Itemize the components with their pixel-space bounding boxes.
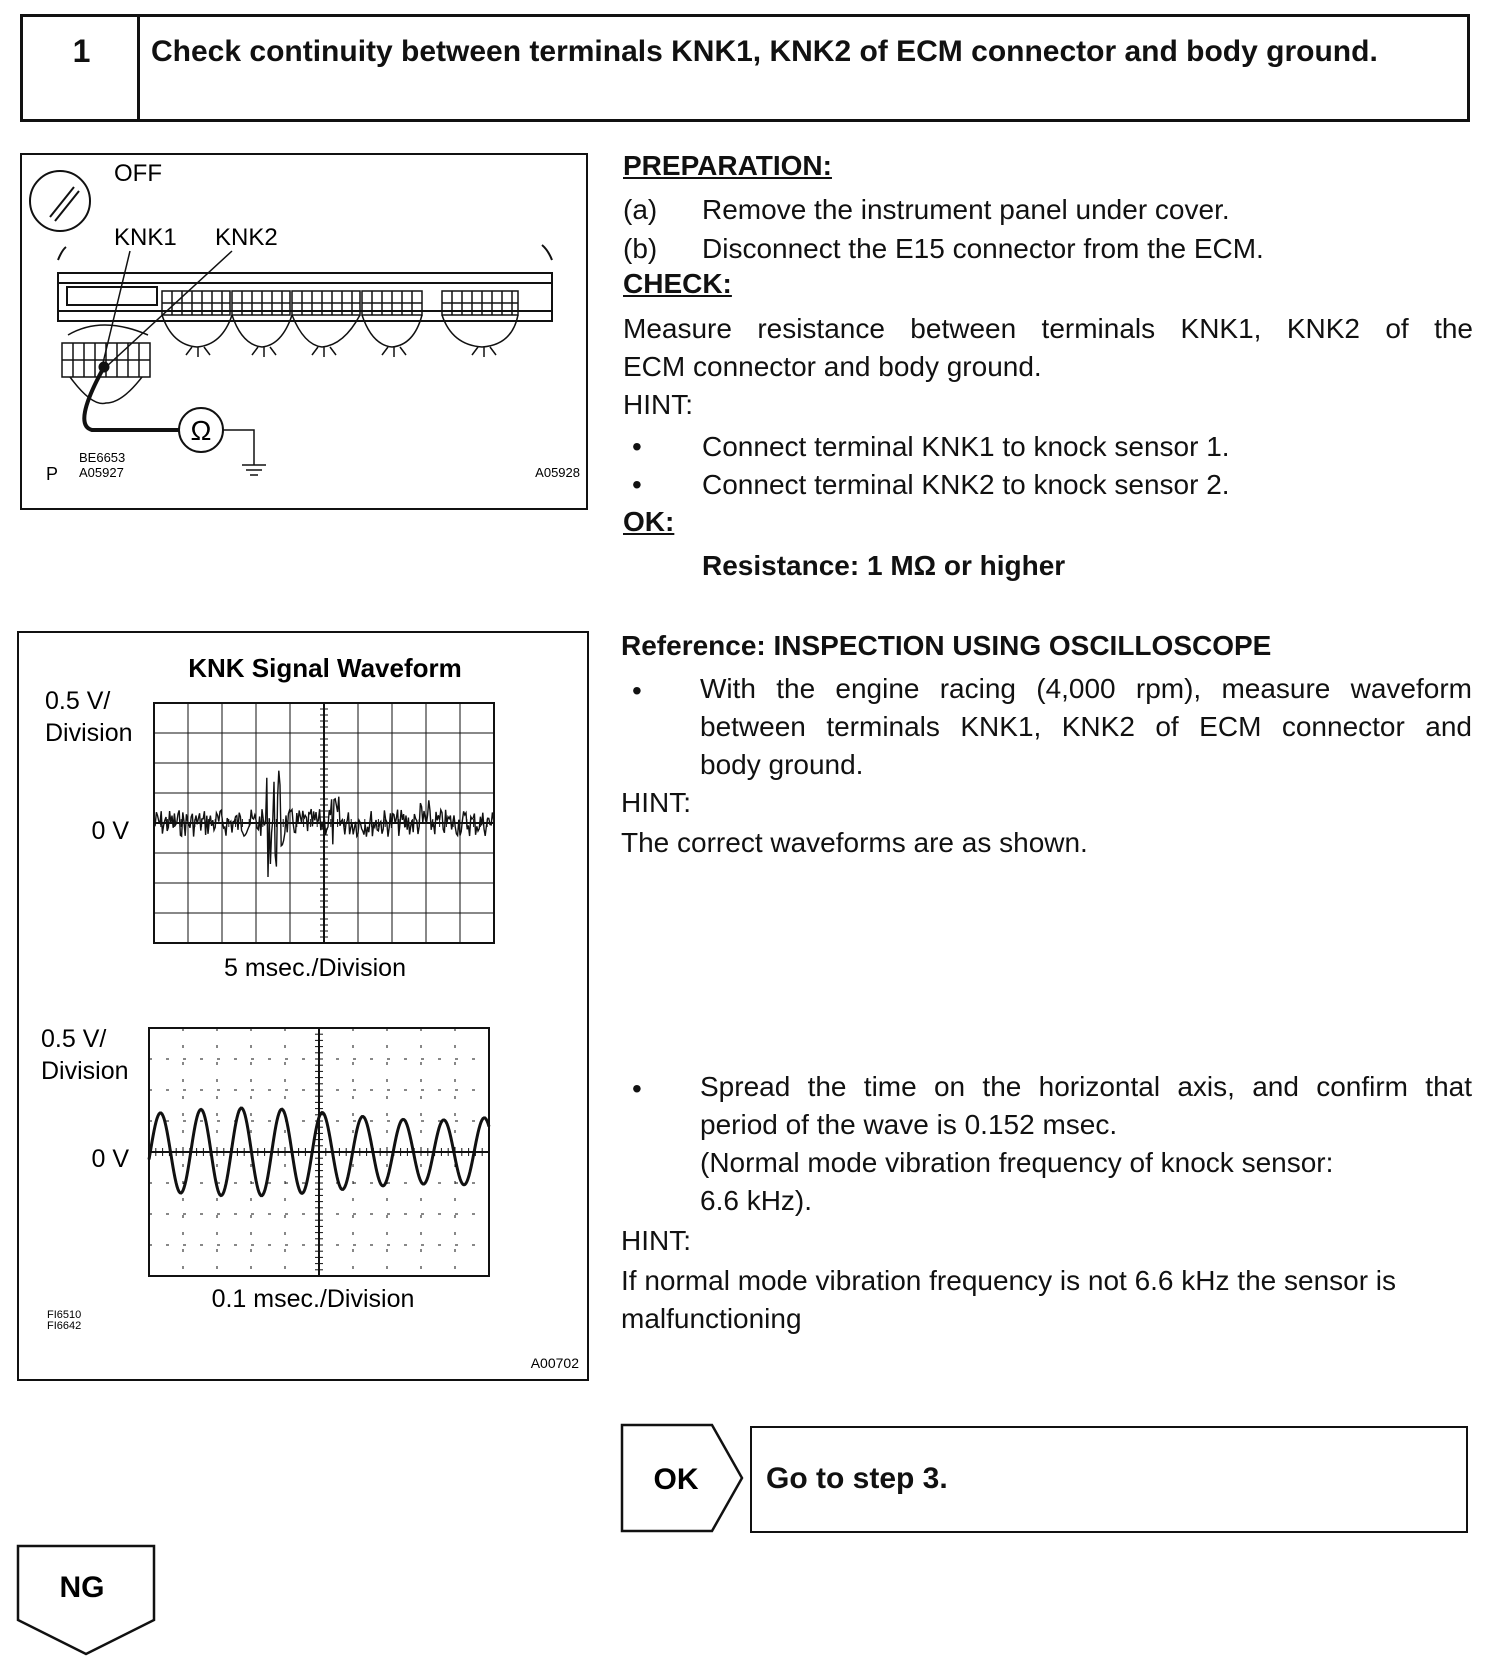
ok-action-box[interactable]: [750, 1426, 1468, 1533]
check-text-line1: Measure resistance between terminals KNK1, KNK2 of the: [623, 313, 1473, 344]
ref-hint2-line2: malfunctioning: [621, 1303, 802, 1334]
check-hint-2: Connect terminal KNK2 to knock sensor 2.: [702, 469, 1230, 500]
ng-flow-label: NG: [59, 1571, 105, 1604]
prep-item-a-marker: (a): [623, 194, 658, 225]
ok-spec: Resistance: 1 MΩ or higher: [702, 550, 1066, 581]
scope2-vdiv-line2: Division: [41, 1057, 129, 1085]
scope1-vdiv-line1: 0.5 V/: [45, 687, 111, 715]
check-text-line2: ECM connector and body ground.: [623, 351, 1042, 382]
scope2-grid: [149, 1028, 489, 1276]
reference-heading: Reference: INSPECTION USING OSCILLOSCOPE: [621, 630, 1272, 661]
check-hint-label: HINT:: [623, 389, 693, 420]
figure-code-p: P: [46, 464, 59, 484]
figure2-code-left-2: FI6642: [47, 1320, 82, 1332]
ref-bullet2-line2: period of the wave is 0.152 msec.: [700, 1109, 1118, 1140]
ref-hint1-text: The correct waveforms are as shown.: [621, 827, 1088, 858]
scope2-zero-label: 0 V: [91, 1145, 129, 1173]
check-hint-1: Connect terminal KNK1 to knock sensor 1.: [702, 431, 1230, 462]
oscilloscope-figure: [17, 631, 589, 1381]
ng-flow-arrow[interactable]: [16, 1544, 156, 1661]
ref-bullet1-line3: body ground.: [700, 749, 864, 780]
ref-bullet2-line3: (Normal mode vibration frequency of knock sensor:: [700, 1147, 1334, 1178]
ohmmeter-icon: [179, 408, 254, 465]
ok-flow-label: OK: [653, 1463, 699, 1496]
ref-bullet1-line1: With the engine racing (4,000 rpm), measure waveform: [700, 673, 1472, 704]
prep-item-b-marker: (b): [623, 233, 658, 264]
preparation-heading: PREPARATION:: [623, 150, 832, 181]
ignition-switch-icon: [30, 171, 90, 231]
knk1-label: KNK1: [114, 224, 177, 251]
prep-item-b-text: Disconnect the E15 connector from the ECM.: [702, 233, 1264, 264]
scope1-zero-label: 0 V: [91, 817, 129, 845]
figure-code-b: A05927: [79, 465, 124, 480]
ground-icon: [242, 465, 266, 475]
ref-bullet1-line2: between terminals KNK1, KNK2 of ECM connector and: [700, 711, 1472, 742]
connector-diagram-svg: [22, 155, 586, 508]
step-header: [20, 14, 1470, 122]
scope2-tdiv: 0.1 msec./Division: [211, 1285, 415, 1313]
check-heading: CHECK:: [623, 268, 732, 299]
waveform-title: KNK Signal Waveform: [188, 653, 462, 683]
figure-code-a: BE6653: [79, 450, 126, 465]
knk2-label: KNK2: [215, 224, 278, 251]
scope1-tdiv: 5 msec./Division: [224, 954, 406, 982]
ref-hint2-label: HINT:: [621, 1225, 691, 1256]
off-label: OFF: [114, 160, 162, 187]
bullet-icon: •: [632, 431, 642, 462]
figure2-code-right: A00702: [530, 1355, 579, 1371]
ref-bullet2-line4: 6.6 kHz).: [700, 1185, 813, 1216]
ref-bullet2-line1: Spread the time on the horizontal axis, and confirm that: [700, 1071, 1472, 1102]
ohm-symbol: Ω: [190, 415, 212, 446]
ref-hint1-label: HINT:: [621, 787, 691, 818]
scope1-vdiv-line2: Division: [45, 719, 133, 747]
bullet-icon: •: [632, 469, 642, 500]
connector-diagram: [20, 153, 588, 510]
ok-action-text: Go to step 3.: [766, 1462, 948, 1495]
figure2-code-left-1: FI6510: [47, 1309, 82, 1321]
ok-heading: OK:: [623, 506, 675, 537]
ecm-unit: [58, 245, 552, 321]
ok-flow-arrow[interactable]: [620, 1423, 746, 1538]
prep-item-a-text: Remove the instrument panel under cover.: [702, 194, 1230, 225]
step-title: Check continuity between terminals KNK1, KNK2 of ECM connector and body ground.: [151, 35, 1378, 68]
ref-hint2-line1: If normal mode vibration frequency is not 6.6 kHz the sensor is: [621, 1265, 1397, 1296]
bullet-icon: •: [632, 1073, 642, 1104]
bullet-icon: •: [632, 675, 642, 706]
oscilloscope-svg: [19, 633, 587, 1379]
scope2-vdiv-line1: 0.5 V/: [41, 1025, 107, 1053]
step-number-cell: [23, 17, 140, 119]
figure-code-right: A05928: [535, 465, 580, 480]
step-number: 1: [72, 33, 91, 69]
